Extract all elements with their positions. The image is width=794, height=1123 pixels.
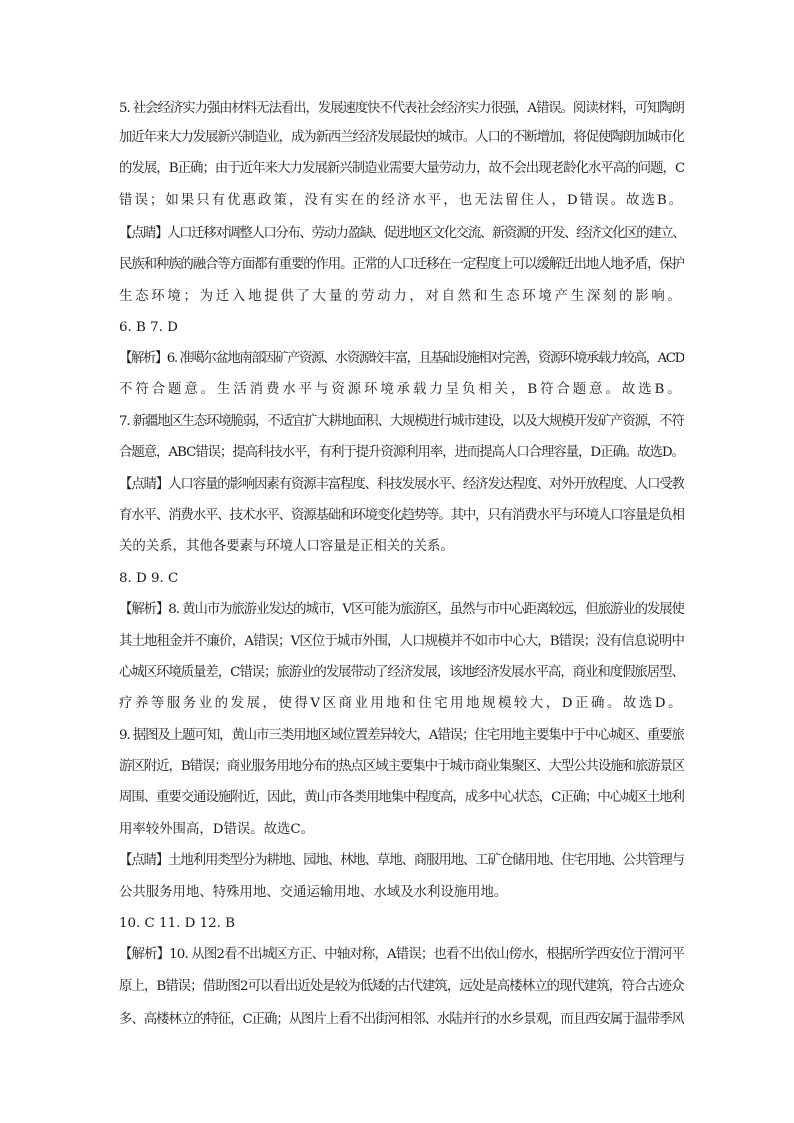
text-line: 【点睛】人口迁移对调整人口分布、劳动力盈缺、促进地区文化交流、新资源的开发、经济文化区的建立、 [119, 226, 684, 241]
text-line: 游区附近，B错误；商业服务用地分布的热点区域主要集中于城市商业集聚区、大型公共设施和旅游景区 [119, 759, 684, 774]
text-line: 不符合题意。生活消费水平与资源环境承载力呈负相关，B符合题意。故选B。 [119, 382, 684, 397]
text-line: 错误；如果只有优惠政策，没有实在的经济水平，也无法留住人，D错误。故选B。 [119, 193, 684, 208]
text-line: 关的关系，其他各要素与环境人口容量是正相关的关系。 [119, 539, 454, 554]
text-line: 多、高楼林立的特征，C正确；从图片上看不出街河相邻、水陆并行的水乡景观，而且西安属于温带季风 [119, 1012, 684, 1027]
text-line: 5. 社会经济实力强由材料无法看出，发展速度快不代表社会经济实力很强，A错误。阅读材料，可知陶朗 [119, 101, 684, 116]
text-line: 其土地租金并不廉价，A错误；V区位于城市外围，人口规模并不如市中心大，B错误；没有信息说明中 [119, 634, 684, 649]
text-line: 生态环境；为迁入地提供了大量的劳动力，对自然和生态环境产生深刻的影响。 [119, 289, 684, 304]
text-line: 民族和种族的融合等方面都有重要的作用。正常的人口迁移在一定程度上可以缓解迁出地人地矛盾，保护 [119, 257, 684, 272]
text-line: 【点睛】土地利用类型分为耕地、园地、林地、草地、商服用地、工矿仓储用地、住宅用地、公共管理与 [119, 853, 684, 868]
text-line: 7. 新疆地区生态环境脆弱，不适宜扩大耕地面积、大规模进行城市建设，以及大规模开发矿产资源，不符 [119, 414, 684, 429]
text-line: 8. D 9. C [119, 571, 179, 586]
text-line: 的发展，B正确；由于近年来大力发展新兴制造业需要大量劳动力，故不会出现老龄化水平高的问题，C [119, 161, 684, 176]
text-line: 心城区环境质量差，C错误；旅游业的发展带动了经济发展，该地经济发展水平高，商业和度假旅居型、 [119, 665, 684, 680]
text-line: 原上，B错误；借助图2可以看出近处是较为低矮的古代建筑，远处是高楼林立的现代建筑，符合古迹众 [119, 979, 684, 994]
text-line: 6. B 7. D [119, 320, 178, 335]
text-line: 周围、重要交通设施附近，因此，黄山市各类用地集中程度高，成多中心状态，C正确；中心城区土地利 [119, 790, 684, 805]
text-line: 育水平、消费水平、技术水平、资源基础和环境变化趋势等。其中，只有消费水平与环境人口容量是负相 [119, 508, 684, 523]
text-line: 【点睛】人口容量的影响因素有资源丰富程度、科技发展水平、经济发达程度、对外开放程度、人口受教 [119, 477, 684, 492]
text-line: 9. 据图及上题可知，黄山市三类用地区域位置差异较大，A错误；住宅用地主要集中于中心城区、重要旅 [119, 728, 684, 743]
text-line: 公共服务用地、特殊用地、交通运输用地、水域及水利设施用地。 [119, 885, 508, 900]
text-line: 10. C 11. D 12. B [119, 916, 235, 931]
text-line: 合题意，ABC错误；提高科技水平，有利于提升资源利用率，进而提高人口合理容量，D正确。故选D。 [119, 445, 684, 460]
text-line: 【解析】8. 黄山市为旅游业发达的城市，V区可能为旅游区，虽然与市中心距离较远，但旅游业的发展使 [119, 602, 684, 617]
text-line: 用率较外围高，D错误。故选C。 [119, 822, 315, 837]
text-line: 【解析】10. 从图2看不出城区方正、中轴对称，A错误；也看不出依山傍水，根据所学西安位于渭河平 [119, 947, 684, 962]
text-line: 加近年来大力发展新兴制造业，成为新西兰经济发展最快的城市。人口的不断增加，将促使陶朗加城市化 [119, 130, 684, 145]
text-line: 【解析】6. 准噶尔盆地南部因矿产资源、水资源较丰富，且基础设施相对完善，资源环境承载力较高，ACD [119, 351, 684, 366]
text-line: 疗养等服务业的发展，使得V区商业用地和住宅用地规模较大，D正确。故选D。 [119, 696, 684, 711]
